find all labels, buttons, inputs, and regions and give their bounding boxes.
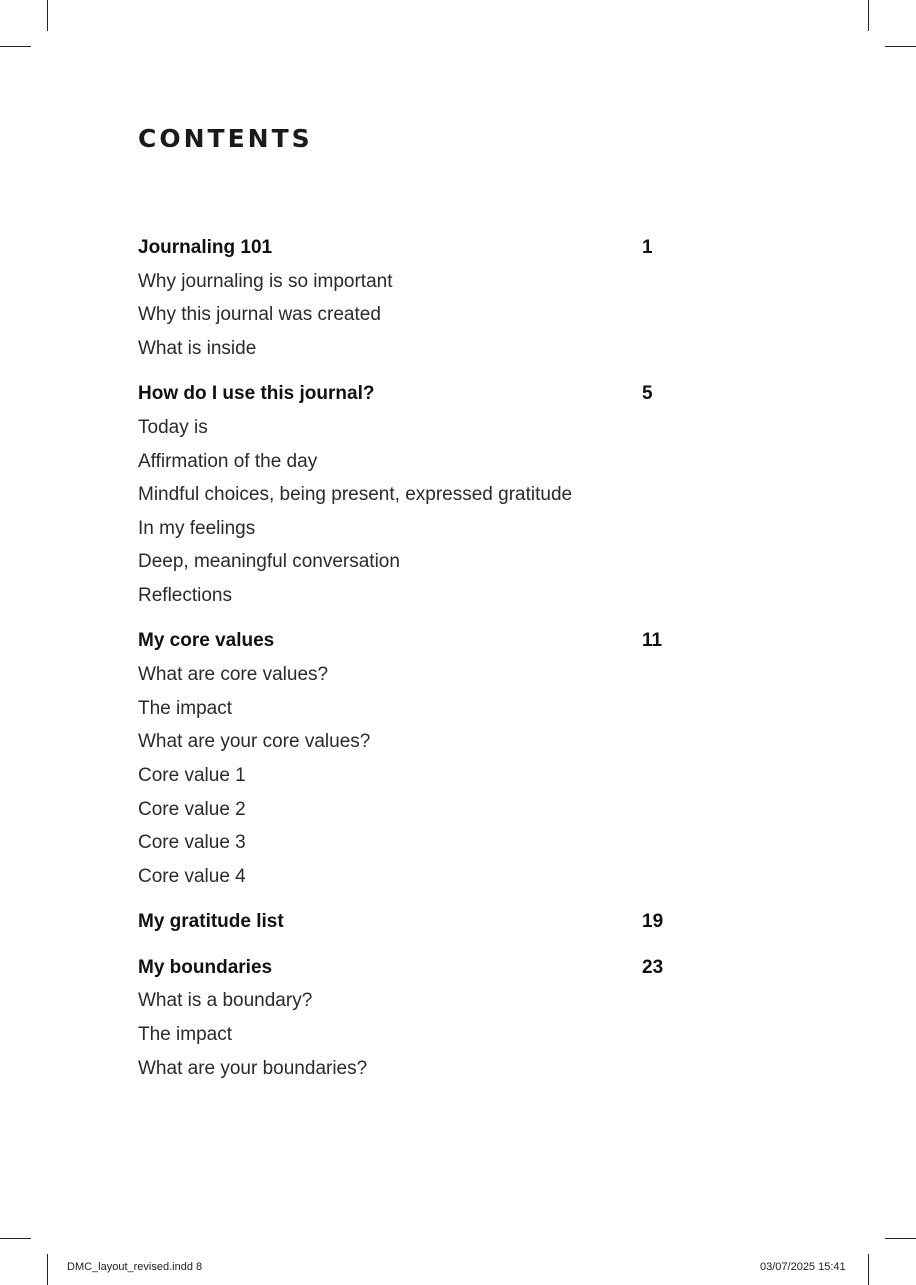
toc-section bbox=[138, 625, 698, 894]
toc-page-number: 1 bbox=[642, 236, 653, 258]
toc-section-heading: My core values bbox=[138, 630, 275, 652]
toc-entry: Why journaling is so important bbox=[138, 270, 393, 292]
crop-mark-bottom-left-vertical bbox=[47, 1254, 48, 1285]
toc-section bbox=[138, 231, 698, 365]
toc-entry: The impact bbox=[138, 697, 232, 719]
toc-entry: What is a boundary? bbox=[138, 990, 313, 1012]
crop-mark-bottom-left-horizontal bbox=[0, 1238, 31, 1239]
toc-entry: What are your core values? bbox=[138, 731, 371, 753]
toc-entry: Reflections bbox=[138, 584, 232, 606]
toc-section bbox=[138, 951, 698, 1085]
page-title: CONTENTS bbox=[138, 124, 313, 153]
toc-entry: What are core values? bbox=[138, 664, 329, 686]
toc-section-heading: How do I use this journal? bbox=[138, 383, 375, 405]
toc-entry: What is inside bbox=[138, 337, 257, 359]
toc-entry: Deep, meaningful conversation bbox=[138, 551, 400, 573]
toc-section-header bbox=[138, 625, 698, 659]
toc-section-header bbox=[138, 951, 698, 985]
toc-section-header bbox=[138, 377, 698, 411]
toc-section-heading: Journaling 101 bbox=[138, 236, 273, 258]
toc-entry: In my feelings bbox=[138, 517, 256, 539]
toc-page-number: 11 bbox=[642, 630, 663, 652]
toc-entry: Mindful choices, being present, expressed gratitude bbox=[138, 484, 573, 506]
toc-entry: Core value 1 bbox=[138, 764, 246, 786]
toc-section-heading: My gratitude list bbox=[138, 911, 284, 933]
toc-section bbox=[138, 377, 698, 612]
toc-entry: What are your boundaries? bbox=[138, 1057, 368, 1079]
crop-mark-top-right-horizontal bbox=[885, 46, 916, 47]
toc-entry: Today is bbox=[138, 416, 208, 438]
toc-page-number: 5 bbox=[642, 383, 653, 405]
crop-mark-bottom-right-horizontal bbox=[885, 1238, 916, 1239]
toc-entry: Affirmation of the day bbox=[138, 450, 318, 472]
toc-page-number: 19 bbox=[642, 911, 664, 933]
slug-file-info: DMC_layout_revised.indd 8 bbox=[67, 1261, 203, 1273]
toc-entry: Why this journal was created bbox=[138, 304, 381, 326]
toc-entry: Core value 2 bbox=[138, 798, 246, 820]
crop-mark-top-left-vertical bbox=[47, 0, 48, 31]
table-of-contents bbox=[138, 231, 698, 1097]
toc-section bbox=[138, 905, 698, 939]
toc-section-heading: My boundaries bbox=[138, 956, 273, 978]
crop-mark-bottom-right-vertical bbox=[868, 1254, 869, 1285]
toc-entry: Core value 4 bbox=[138, 865, 246, 887]
slug-datetime: 03/07/2025 15:41 bbox=[760, 1261, 846, 1273]
crop-mark-top-right-vertical bbox=[868, 0, 869, 31]
toc-section-header bbox=[138, 231, 698, 265]
toc-section-header bbox=[138, 905, 698, 939]
crop-mark-top-left-horizontal bbox=[0, 46, 31, 47]
toc-entry: The impact bbox=[138, 1024, 232, 1046]
toc-entry: Core value 3 bbox=[138, 832, 246, 854]
toc-page-number: 23 bbox=[642, 956, 664, 978]
